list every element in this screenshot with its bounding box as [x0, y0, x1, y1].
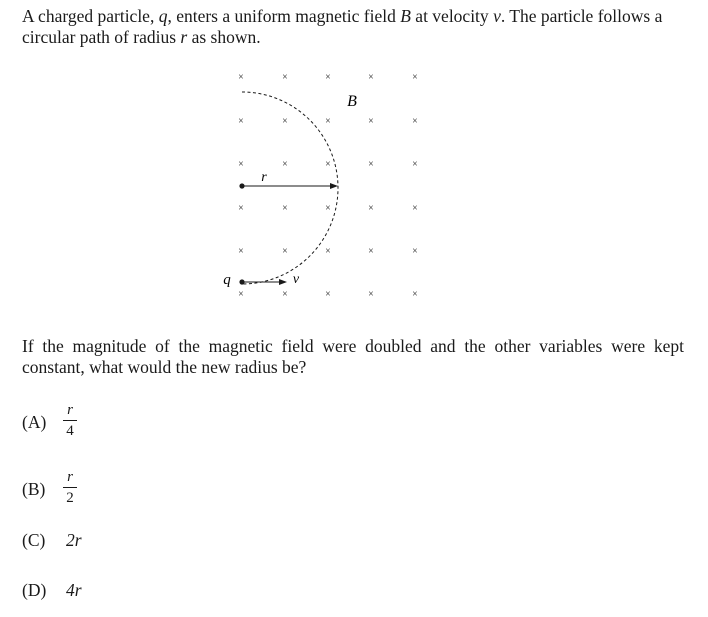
field-marker-x: × [282, 72, 288, 83]
field-marker-x: × [368, 116, 374, 127]
field-label: B [347, 93, 357, 110]
fraction-bar [63, 420, 77, 421]
field-marker-x: × [412, 203, 418, 214]
field-marker-x: × [282, 246, 288, 257]
choice-text: 4r [66, 580, 82, 600]
field-marker-x: × [238, 159, 244, 170]
velocity-arrowhead [279, 279, 287, 285]
choice-b-fraction [62, 469, 78, 506]
field-marker-x: × [325, 289, 331, 300]
choice-a[interactable] [22, 412, 66, 433]
field-marker-x: × [368, 246, 374, 257]
circular-path [242, 92, 338, 284]
field-marker-x: × [368, 203, 374, 214]
field-marker-x: × [368, 72, 374, 83]
field-marker-x: × [282, 159, 288, 170]
field-marker-x: × [238, 116, 244, 127]
field-marker-x: × [282, 116, 288, 127]
fraction-numerator: r [67, 469, 73, 485]
radius-arrowhead [330, 183, 338, 189]
field-marker-x: × [238, 203, 244, 214]
choice-letter: (B) [22, 479, 46, 499]
fraction-denominator: 4 [66, 423, 74, 439]
field-marker-x: × [325, 203, 331, 214]
field-marker-x: × [412, 159, 418, 170]
choice-a-fraction [62, 402, 78, 439]
choice-letter: (C) [22, 530, 46, 550]
choice-letter: (D) [22, 580, 47, 600]
charge-label: q [223, 272, 231, 288]
velocity-label: v [292, 272, 300, 287]
field-marker-x: × [325, 246, 331, 257]
field-marker-x: × [282, 203, 288, 214]
field-marker-x: × [412, 246, 418, 257]
fraction-bar [63, 487, 77, 488]
question-prompt: If the magnitude of the magnetic field were doubled and the other variables were kept constant, what would the new radius be? [22, 336, 684, 377]
field-marker-x: × [325, 116, 331, 127]
field-marker-x: × [412, 116, 418, 127]
field-marker-x: × [325, 159, 331, 170]
field-marker-x: × [412, 72, 418, 83]
choice-b[interactable] [22, 479, 66, 500]
choice-text: 2r [66, 530, 82, 550]
fraction-denominator: 2 [66, 490, 74, 506]
choice-c[interactable] [22, 530, 82, 551]
fraction-numerator: r [67, 402, 73, 418]
question-intro: A charged particle, q, enters a uniform magnetic field B at velocity v. The particle follows a circular path of radius r as shown. [22, 6, 663, 47]
field-marker-x: × [368, 159, 374, 170]
field-marker-x: × [238, 289, 244, 300]
field-marker-x: × [412, 289, 418, 300]
field-marker-x: × [238, 246, 244, 257]
field-marker-x: × [325, 72, 331, 83]
radius-label: r [261, 170, 267, 185]
choice-d[interactable] [22, 580, 82, 601]
field-marker-x: × [238, 72, 244, 83]
field-marker-x: × [282, 289, 288, 300]
field-marker-x: × [368, 289, 374, 300]
choice-letter: (A) [22, 412, 47, 432]
